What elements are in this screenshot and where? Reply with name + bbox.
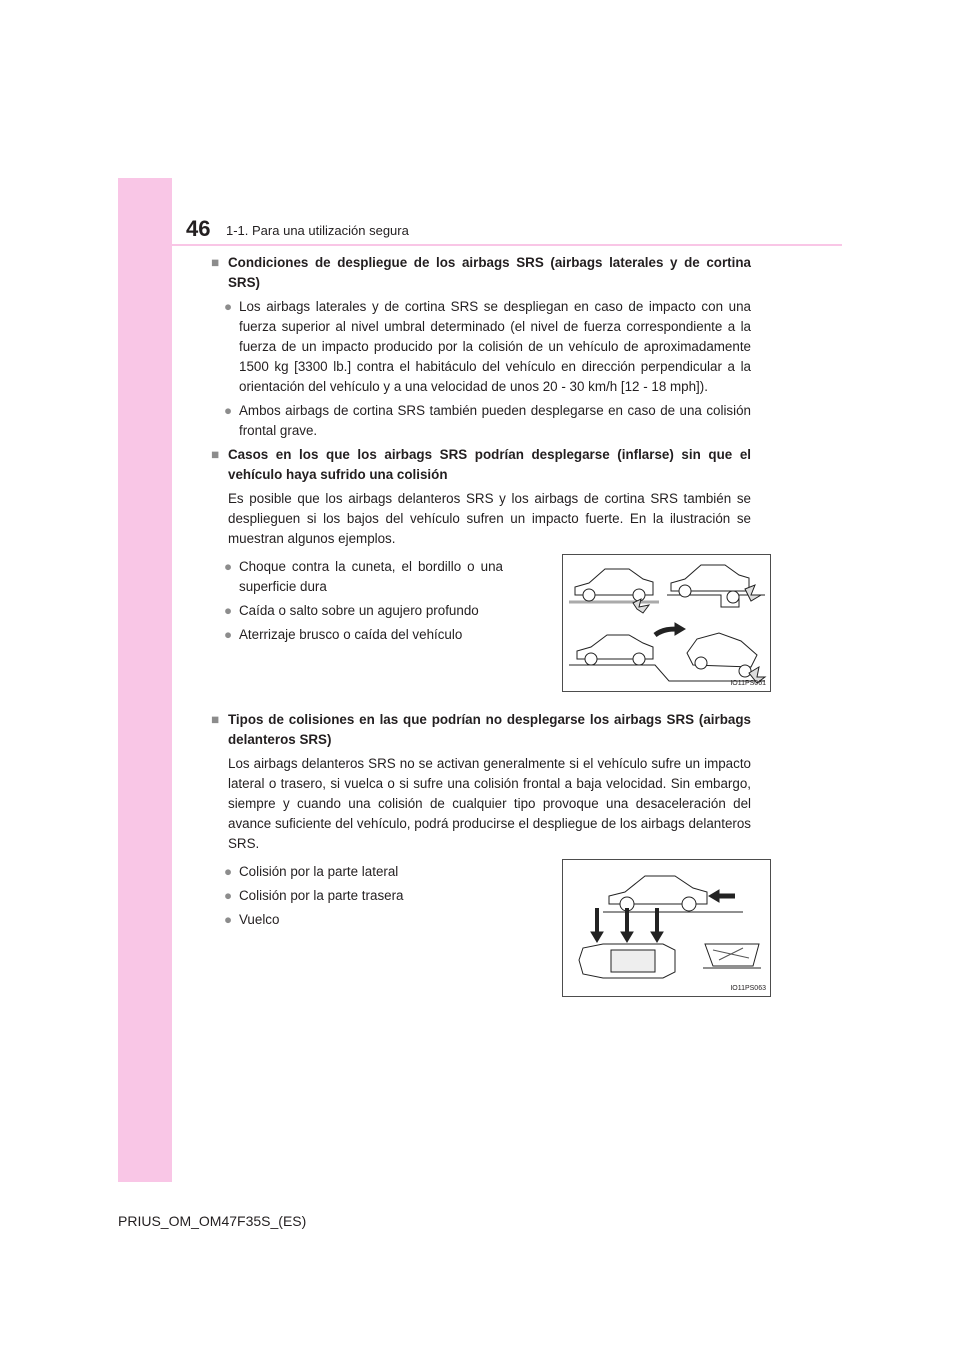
underbody-impact-illustration: [562, 554, 771, 692]
square-bullet-icon: ■: [211, 447, 220, 462]
figure-code: IO11PS063: [730, 985, 766, 992]
bullet-item: ● Aterrizaje brusco o caída del vehículo: [211, 625, 503, 645]
page-content: [211, 253, 766, 999]
round-bullet-icon: ●: [224, 603, 233, 618]
section-heading: ■ Casos en los que los airbags SRS podrían desplegarse (inflarse) sin que el vehículo haya sufrido una colisión: [211, 447, 751, 482]
figure-row: [211, 554, 766, 700]
collision-types-illustration: [562, 859, 771, 997]
bullet-item: ● Caída o salto sobre un agujero profundo: [211, 601, 503, 621]
section-heading: ■ Tipos de colisiones en las que podrían no desplegarse los airbags SRS (airbags delanteros SRS): [211, 712, 751, 747]
section-title: 1-1. Para una utilización segura: [226, 223, 409, 238]
bullet-item: ● Choque contra la cuneta, el bordillo o una superficie dura: [224, 559, 503, 594]
bullet-item: ● Vuelco: [211, 910, 503, 930]
square-bullet-icon: ■: [211, 255, 220, 270]
round-bullet-icon: ●: [224, 299, 233, 314]
document-code: PRIUS_OM_OM47F35S_(ES): [118, 1213, 307, 1229]
round-bullet-icon: ●: [224, 888, 233, 903]
bullet-item: ● Colisión por la parte lateral: [211, 862, 503, 882]
bullet-item: ● Colisión por la parte trasera: [211, 886, 503, 906]
round-bullet-icon: ●: [224, 403, 233, 418]
bullet-item: ● Ambos airbags de cortina SRS también pueden desplegarse en caso de una colisión frontal grave.: [224, 403, 751, 438]
round-bullet-icon: ●: [224, 559, 233, 574]
section-paragraph: Los airbags delanteros SRS no se activan generalmente si el vehículo sufre un impacto lateral o trasero, si vuelca o si sufre una colisión frontal a baja velocidad. Sin embargo, siempre y cuando una colisión de cualquier tipo provoque una desaceleración del avance suficiente del vehículo, podrá producirse el despliegue de los airbags delanteros SRS.: [228, 756, 751, 851]
round-bullet-icon: ●: [224, 912, 233, 927]
round-bullet-icon: ●: [224, 627, 233, 642]
round-bullet-icon: ●: [224, 864, 233, 879]
car-collision-types-icon: [563, 860, 770, 996]
header-rule: [118, 244, 842, 246]
square-bullet-icon: ■: [211, 712, 220, 727]
section-heading: ■ Condiciones de despliegue de los airbags SRS (airbags laterales y de cortina SRS): [211, 255, 751, 290]
car-impact-examples-icon: [563, 555, 770, 691]
figure-code: IO11PS061: [730, 680, 766, 687]
page-number: 46: [186, 216, 211, 241]
bullet-item: ● Los airbags laterales y de cortina SRS se despliegan en caso de impacto con una fuerza superior al nivel umbral determinado (el nivel de fuerza correspondiente a la fuerza de un impacto producido por la colisión de un vehículo de aproximadamente 1500 kg [3300 lb.] contra el habitáculo del vehículo en dirección perpendicular a la orientación del vehículo y a una velocidad de unos 20 - 30 km/h [12 - 18 mph]).: [224, 299, 751, 394]
section-paragraph: Es posible que los airbags delanteros SRS y los airbags de cortina SRS también se desplieguen si los bajos del vehículo sufren un impacto fuerte. En la ilustración se muestran algunos ejemplos.: [228, 491, 751, 546]
figure-row: [211, 859, 766, 999]
chapter-sidebar-band: [118, 178, 172, 1182]
